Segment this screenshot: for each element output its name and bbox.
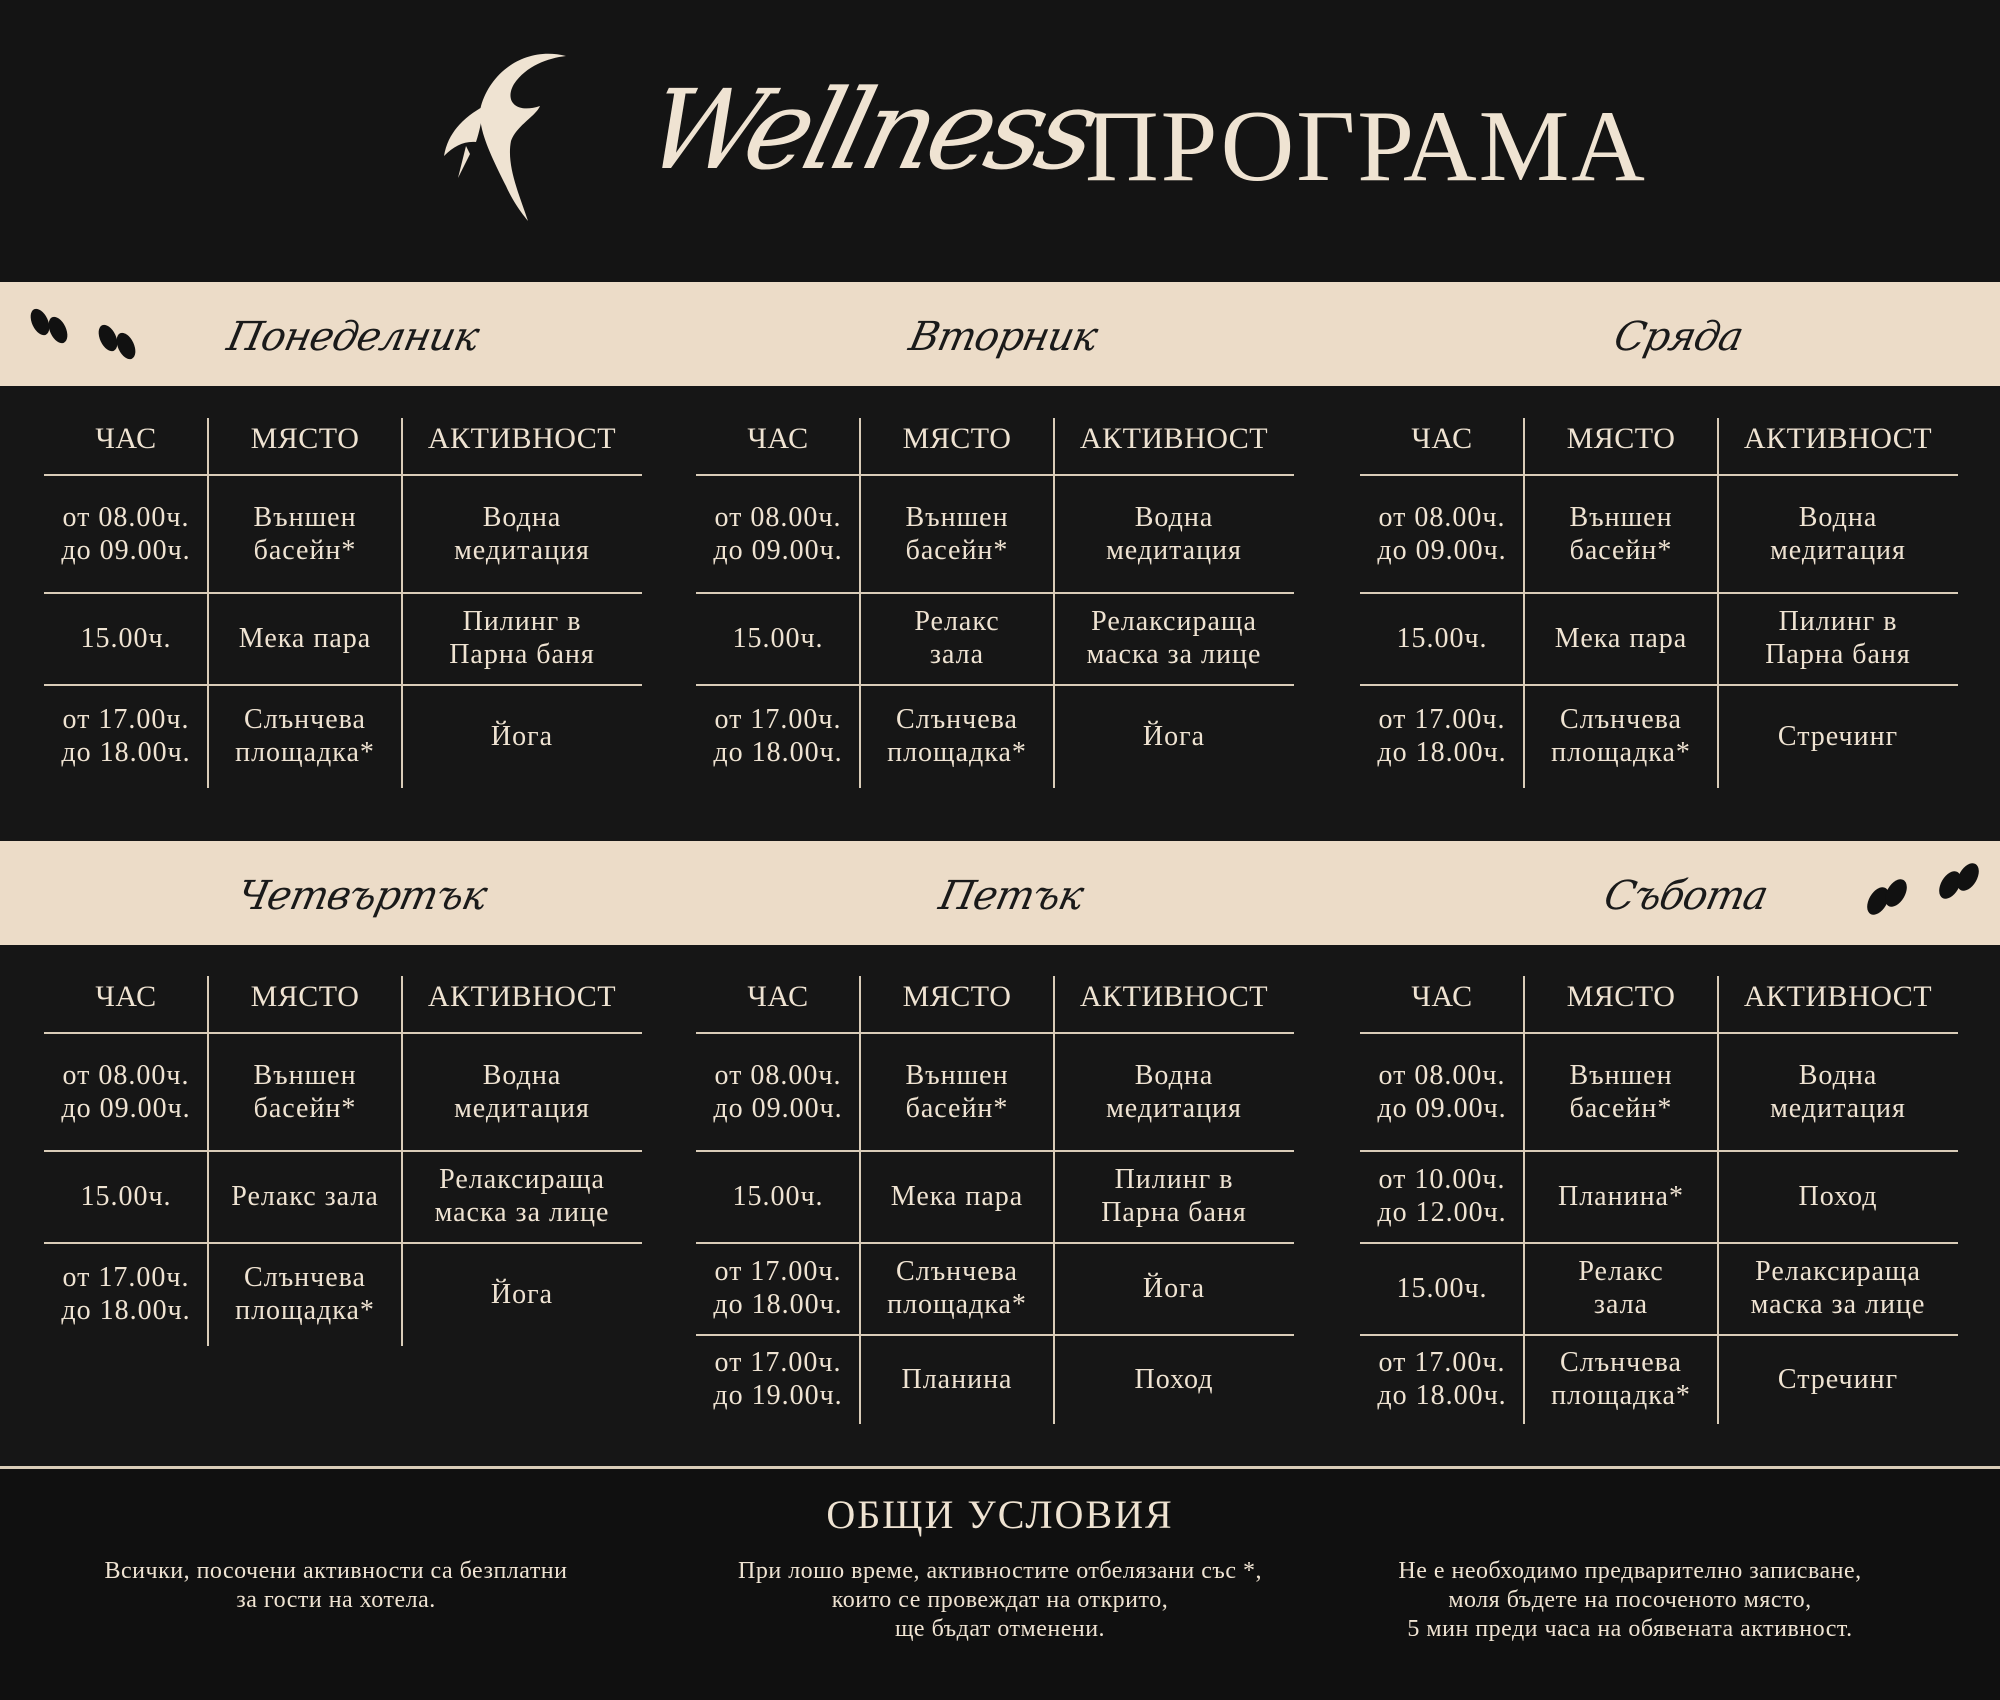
table-cell-time: от 17.00ч. до 18.00ч. bbox=[1377, 704, 1507, 768]
table-divider bbox=[207, 976, 209, 1346]
table-cell-time: 15.00ч. bbox=[1396, 1272, 1488, 1304]
footer-note: При лошо време, активностите отбелязани със *, които се провеждат на открито, ще бъдат отменени. bbox=[738, 1558, 1262, 1642]
table-cell-activity: Водна медитация bbox=[1106, 502, 1242, 566]
table-divider bbox=[1053, 418, 1055, 788]
table-cell-activity: Йога bbox=[1142, 720, 1206, 752]
table-cell-place: Мека пара bbox=[890, 1180, 1024, 1212]
table-divider bbox=[207, 418, 209, 788]
page-title: ПРОГРАМА bbox=[1085, 90, 1647, 203]
table-cell-activity: Водна медитация bbox=[1106, 1060, 1242, 1124]
table-cell-place: Външен басейн* bbox=[253, 502, 357, 566]
table-divider bbox=[1523, 418, 1525, 788]
table-cell-place: Релакс зала bbox=[1578, 1256, 1664, 1320]
day-title-saturday: Събота bbox=[1600, 873, 1772, 919]
table-cell-time: от 17.00ч. до 18.00ч. bbox=[713, 1256, 843, 1320]
column-header-time: ЧАС bbox=[1411, 979, 1473, 1013]
table-cell-place: Външен басейн* bbox=[1569, 1060, 1673, 1124]
table-cell-activity: Водна медитация bbox=[1770, 1060, 1906, 1124]
column-header-place: МЯСТО bbox=[1566, 421, 1676, 455]
table-cell-place: Външен басейн* bbox=[905, 1060, 1009, 1124]
table-cell-place: Слънчева площадка* bbox=[235, 1262, 375, 1326]
day-title-thursday: Четвъртък bbox=[233, 873, 491, 919]
table-cell-place: Слънчева площадка* bbox=[1551, 704, 1691, 768]
table-cell-time: от 08.00ч. до 09.00ч. bbox=[713, 1060, 843, 1124]
table-cell-time: от 08.00ч. до 09.00ч. bbox=[1377, 1060, 1507, 1124]
table-cell-time: от 10.00ч. до 12.00ч. bbox=[1377, 1164, 1507, 1228]
table-cell-place: Планина bbox=[901, 1363, 1013, 1395]
table-cell-activity: Пилинг в Парна баня bbox=[1101, 1164, 1247, 1228]
header bbox=[0, 0, 2000, 282]
goat-logo-icon bbox=[436, 46, 576, 226]
table-cell-place: Външен басейн* bbox=[905, 502, 1009, 566]
table-cell-place: Мека пара bbox=[238, 622, 372, 654]
footer-note: Не е необходимо предварително записване, моля бъдете на посоченото място, 5 мин преди часа на обявената активност. bbox=[1398, 1558, 1862, 1642]
column-header-activity: АКТИВНОСТ bbox=[427, 421, 617, 455]
title-script: Wellness bbox=[634, 66, 1107, 194]
table-cell-time: от 17.00ч. до 18.00ч. bbox=[713, 704, 843, 768]
column-header-activity: АКТИВНОСТ bbox=[1079, 421, 1269, 455]
day-title-wednesday: Сряда bbox=[1610, 314, 1747, 360]
table-cell-activity: Релаксираща маска за лице bbox=[1086, 606, 1262, 670]
day-band-bottom bbox=[0, 841, 2000, 945]
column-header-activity: АКТИВНОСТ bbox=[1743, 979, 1933, 1013]
table-cell-place: Слънчева площадка* bbox=[887, 704, 1027, 768]
column-header-time: ЧАС bbox=[95, 421, 157, 455]
table-cell-activity: Поход bbox=[1134, 1363, 1214, 1395]
hoof-prints-icon bbox=[1852, 857, 1992, 927]
table-cell-time: от 08.00ч. до 09.00ч. bbox=[1377, 502, 1507, 566]
table-cell-time: от 17.00ч. до 18.00ч. bbox=[61, 1262, 191, 1326]
table-cell-activity: Йога bbox=[490, 1278, 554, 1310]
day-band-top bbox=[0, 282, 2000, 386]
table-cell-place: Релакс зала bbox=[231, 1180, 379, 1212]
table-cell-time: от 17.00ч. до 19.00ч. bbox=[713, 1347, 843, 1411]
table-cell-time: 15.00ч. bbox=[80, 1180, 172, 1212]
table-cell-time: от 08.00ч. до 09.00ч. bbox=[61, 1060, 191, 1124]
column-header-activity: АКТИВНОСТ bbox=[1743, 421, 1933, 455]
table-cell-time: 15.00ч. bbox=[1396, 622, 1488, 654]
column-header-place: МЯСТО bbox=[250, 979, 360, 1013]
table-cell-activity: Пилинг в Парна баня bbox=[449, 606, 595, 670]
table-cell-activity: Стречинг bbox=[1777, 1363, 1899, 1395]
column-header-place: МЯСТО bbox=[1566, 979, 1676, 1013]
column-header-activity: АКТИВНОСТ bbox=[1079, 979, 1269, 1013]
table-cell-activity: Стречинг bbox=[1777, 720, 1899, 752]
table-cell-time: от 08.00ч. до 09.00ч. bbox=[713, 502, 843, 566]
footer-title: ОБЩИ УСЛОВИЯ bbox=[826, 1492, 1174, 1537]
table-cell-place: Слънчева площадка* bbox=[887, 1256, 1027, 1320]
table-divider bbox=[1717, 976, 1719, 1424]
table-divider bbox=[1053, 976, 1055, 1424]
table-cell-activity: Водна медитация bbox=[454, 1060, 590, 1124]
table-cell-time: от 17.00ч. до 18.00ч. bbox=[1377, 1347, 1507, 1411]
table-cell-activity: Йога bbox=[490, 720, 554, 752]
column-header-time: ЧАС bbox=[1411, 421, 1473, 455]
column-header-time: ЧАС bbox=[747, 421, 809, 455]
column-header-place: МЯСТО bbox=[250, 421, 360, 455]
table-divider bbox=[859, 418, 861, 788]
column-header-activity: АКТИВНОСТ bbox=[427, 979, 617, 1013]
table-divider bbox=[859, 976, 861, 1424]
table-cell-place: Мека пара bbox=[1554, 622, 1688, 654]
table-cell-place: Планина* bbox=[1557, 1180, 1684, 1212]
column-header-place: МЯСТО bbox=[902, 421, 1012, 455]
table-cell-time: от 08.00ч. до 09.00ч. bbox=[61, 502, 191, 566]
table-cell-place: Слънчева площадка* bbox=[1551, 1347, 1691, 1411]
table-cell-activity: Поход bbox=[1798, 1180, 1878, 1212]
table-cell-place: Външен басейн* bbox=[1569, 502, 1673, 566]
footer-note: Всички, посочени активности са безплатни за гости на хотела. bbox=[104, 1558, 568, 1613]
table-divider bbox=[401, 976, 403, 1346]
footer bbox=[0, 1466, 2000, 1700]
column-header-time: ЧАС bbox=[95, 979, 157, 1013]
table-cell-place: Релакс зала bbox=[914, 606, 1000, 670]
table-cell-activity: Релаксираща маска за лице bbox=[434, 1164, 610, 1228]
table-divider bbox=[1523, 976, 1525, 1424]
table-cell-place: Слънчева площадка* bbox=[235, 704, 375, 768]
table-cell-time: 15.00ч. bbox=[732, 1180, 824, 1212]
table-divider bbox=[1717, 418, 1719, 788]
day-title-friday: Петък bbox=[935, 873, 1087, 919]
table-divider bbox=[401, 418, 403, 788]
table-cell-activity: Водна медитация bbox=[1770, 502, 1906, 566]
table-cell-activity: Релаксираща маска за лице bbox=[1750, 1256, 1926, 1320]
table-cell-activity: Йога bbox=[1142, 1272, 1206, 1304]
table-cell-time: 15.00ч. bbox=[80, 622, 172, 654]
table-cell-activity: Водна медитация bbox=[454, 502, 590, 566]
day-title-monday: Понеделник bbox=[223, 314, 483, 360]
column-header-time: ЧАС bbox=[747, 979, 809, 1013]
column-header-place: МЯСТО bbox=[902, 979, 1012, 1013]
table-cell-time: от 17.00ч. до 18.00ч. bbox=[61, 704, 191, 768]
day-title-tuesday: Вторник bbox=[905, 314, 1101, 360]
table-cell-place: Външен басейн* bbox=[253, 1060, 357, 1124]
hoof-prints-icon bbox=[12, 300, 142, 370]
table-cell-time: 15.00ч. bbox=[732, 622, 824, 654]
table-cell-activity: Пилинг в Парна баня bbox=[1765, 606, 1911, 670]
